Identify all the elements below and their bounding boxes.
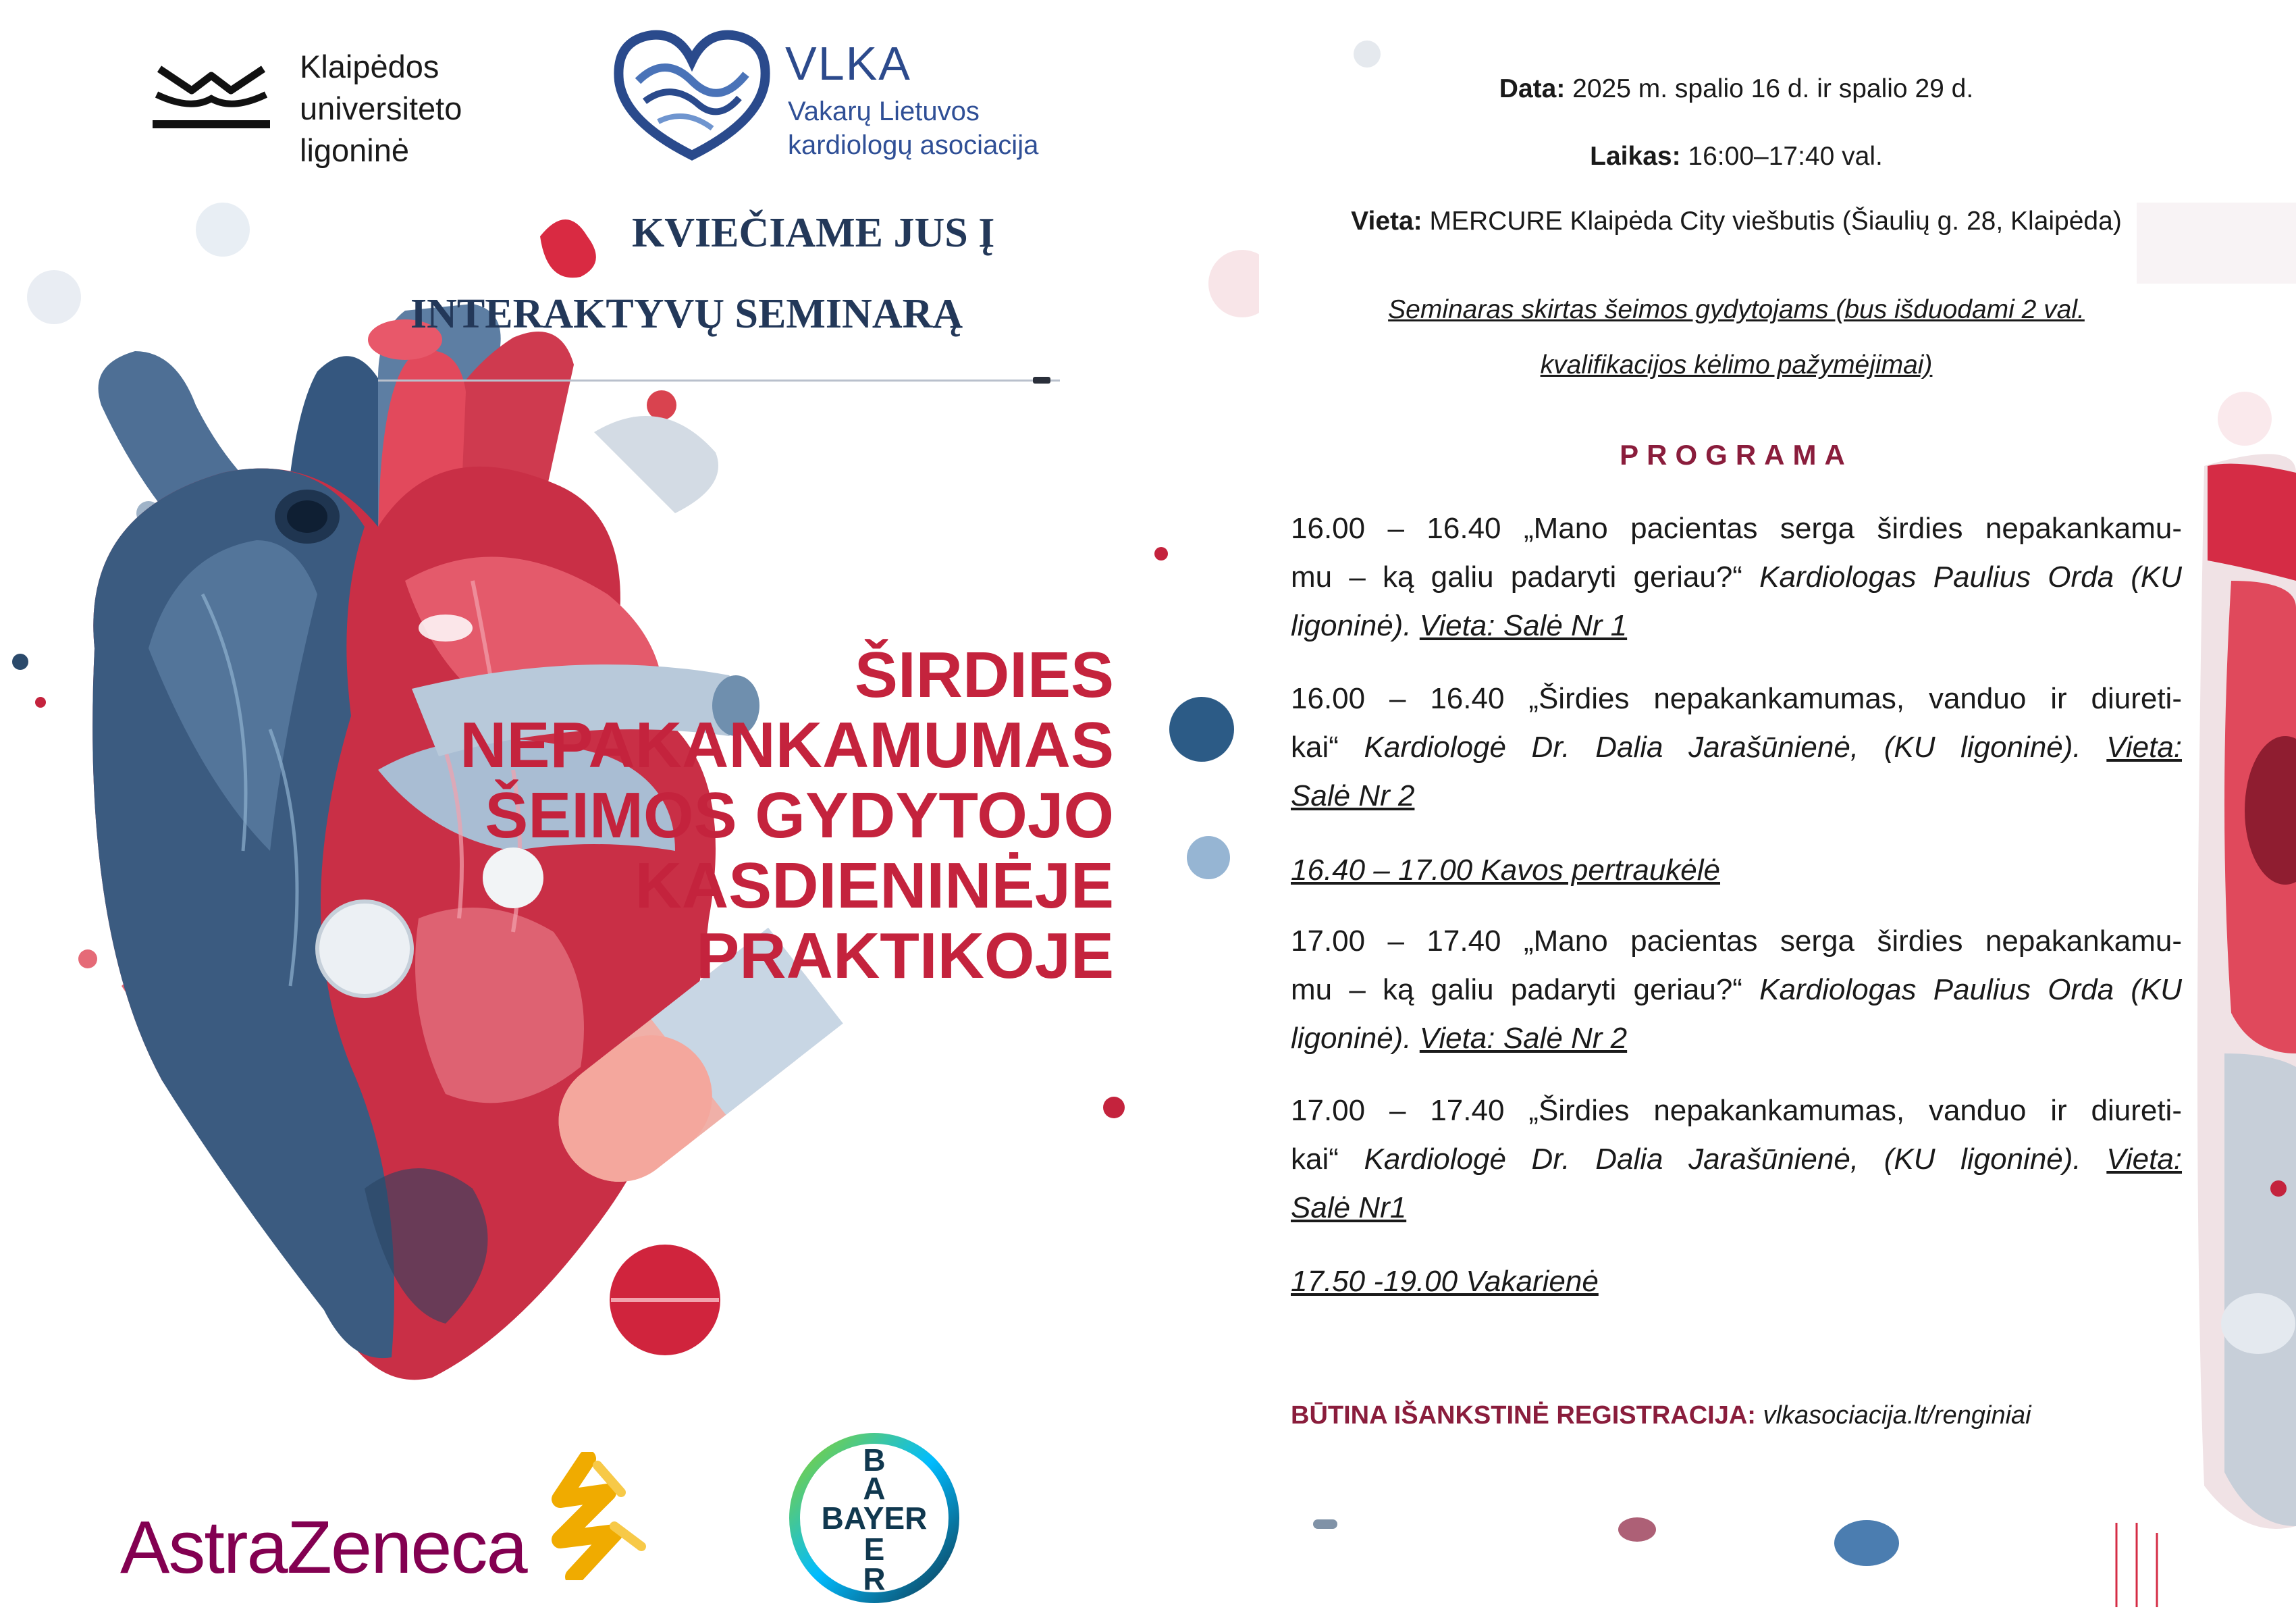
event-date bbox=[1291, 74, 2182, 104]
vlka-name-line-1: Vakarų Lietuvos bbox=[788, 97, 980, 126]
item4-line-1: 17.00 – 17.40 „Širdies nepakankamumas, vanduo ir diureti- bbox=[1291, 1094, 2182, 1127]
registration-link[interactable]: vlkasociacija.lt/renginiai bbox=[1755, 1401, 2031, 1430]
astrazeneca-logo bbox=[115, 1452, 655, 1587]
bayer-vertical-text: B bbox=[863, 1442, 886, 1478]
item1-line-3 bbox=[1291, 602, 2182, 650]
audience-note-line-2: kvalifikacijos kėlimo pažymėjimai) bbox=[1540, 350, 1933, 380]
item1-speaker-end: ligoninė). bbox=[1291, 609, 1420, 642]
coffee-break: 16.40 – 17.00 Kavos pertraukėlė bbox=[1291, 854, 1721, 887]
audience-note-line-1: Seminaras skirtas šeimos gydytojams (bus išduodami 2 val. bbox=[1388, 295, 2085, 324]
item2-line-3 bbox=[1291, 772, 2182, 820]
item4-line-2 bbox=[1291, 1135, 2182, 1184]
item2-room: Salė Nr 2 bbox=[1291, 779, 1415, 812]
date-label: Data: bbox=[1499, 74, 1566, 103]
date-value: 2025 m. spalio 16 d. ir spalio 29 d. bbox=[1565, 74, 1974, 103]
dinner: 17.50 -19.00 Vakarienė bbox=[1291, 1265, 1599, 1298]
item2-room-label: Vieta: bbox=[2106, 731, 2183, 764]
item1-speaker: Kardiologas Paulius Orda (KU bbox=[1759, 560, 2183, 594]
time-label: Laikas: bbox=[1590, 142, 1681, 171]
item3-line-3 bbox=[1291, 1014, 2182, 1063]
item2-title-end: kai“ bbox=[1291, 731, 1364, 764]
time-value: 16:00–17:40 val. bbox=[1680, 142, 1883, 171]
item3-speaker: Kardiologas Paulius Orda (KU bbox=[1759, 973, 2183, 1006]
ku-name-line-1: Klaipėdos bbox=[300, 49, 439, 84]
item3-room: Vieta: Salė Nr 2 bbox=[1419, 1022, 1628, 1055]
seminar-title bbox=[460, 640, 1114, 991]
audience-note bbox=[1291, 282, 2182, 393]
invitation-line-1: KVIEČIAME JUS Į bbox=[632, 210, 995, 256]
break-line bbox=[1291, 846, 2182, 895]
item3-speaker-end: ligoninė). bbox=[1291, 1022, 1420, 1055]
vlka-name-line-2: kardiologų asociacija bbox=[788, 130, 1039, 160]
svg-text:E: E bbox=[863, 1532, 885, 1567]
item4-line-3 bbox=[1291, 1184, 2182, 1232]
venue-value: MERCURE Klaipėda City viešbutis (Šiaulių g. 28, Klaipėda) bbox=[1422, 207, 2122, 236]
item3-line-1: 17.00 – 17.40 „Mano pacientas serga širdies nepakankamu- bbox=[1291, 924, 2182, 958]
program-dinner bbox=[1291, 1257, 2182, 1306]
astrazeneca-wordmark: AstraZeneca bbox=[120, 1506, 527, 1589]
program-break bbox=[1291, 846, 2182, 895]
program-heading: PROGRAMA bbox=[1620, 439, 1853, 471]
ku-hospital-logo bbox=[150, 41, 528, 176]
item1-title-end: mu – ką galiu padaryti geriau?“ bbox=[1291, 560, 1760, 594]
svg-text:R: R bbox=[863, 1561, 886, 1596]
item4-room-label: Vieta: bbox=[2106, 1143, 2183, 1176]
item2-line-1: 16.00 – 16.40 „Širdies nepakankamumas, vanduo ir diureti- bbox=[1291, 682, 2182, 715]
program-item-1 bbox=[1291, 504, 2182, 650]
invitation-line-2: INTERAKTYVŲ SEMINARĄ bbox=[410, 291, 963, 337]
vlka-logo bbox=[611, 27, 1097, 169]
seminar-title-line-5: PRAKTIKOJE bbox=[696, 920, 1114, 992]
heading-divider-mark bbox=[1033, 377, 1050, 384]
vlka-full-name bbox=[788, 95, 1038, 162]
bayer-horizontal-text: BAYER bbox=[821, 1500, 928, 1536]
event-venue bbox=[1291, 207, 2182, 236]
item3-line-2 bbox=[1291, 966, 2182, 1014]
item1-line-1: 16.00 – 16.40 „Mano pacientas serga širdies nepakankamu- bbox=[1291, 512, 2182, 545]
ku-hospital-name bbox=[300, 46, 462, 172]
program-item-3 bbox=[1291, 917, 2182, 1063]
item4-title-end: kai“ bbox=[1291, 1143, 1364, 1176]
item3-title-end: mu – ką galiu padaryti geriau?“ bbox=[1291, 973, 1760, 1006]
vlka-heart-icon bbox=[611, 27, 773, 162]
registration-label: BŪTINA IŠANKSTINĖ REGISTRACIJA: bbox=[1291, 1401, 1756, 1430]
seminar-title-line-3: ŠEIMOS GYDYTOJO bbox=[485, 779, 1114, 852]
registration-notice bbox=[1291, 1401, 2182, 1430]
ku-name-line-3: ligoninė bbox=[300, 132, 410, 168]
item1-room: Vieta: Salė Nr 1 bbox=[1419, 609, 1628, 642]
ku-name-line-2: universiteto bbox=[300, 90, 462, 126]
item1-line-2 bbox=[1291, 553, 2182, 602]
ku-hospital-emblem-icon bbox=[150, 55, 273, 136]
program-item-4 bbox=[1291, 1087, 2182, 1232]
item2-speaker: Kardiologė Dr. Dalia Jarašūnienė, (KU ligoninė). bbox=[1364, 731, 2107, 764]
seminar-title-line-4: KASDIENINĖJE bbox=[635, 850, 1114, 922]
event-time bbox=[1291, 142, 2182, 172]
svg-text:A: A bbox=[863, 1471, 886, 1506]
venue-label: Vieta: bbox=[1351, 207, 1422, 236]
heading-divider bbox=[378, 380, 1060, 382]
item4-room: Salė Nr1 bbox=[1291, 1191, 1407, 1224]
item4-speaker: Kardiologė Dr. Dalia Jarašūnienė, (KU ligoninė). bbox=[1364, 1143, 2107, 1176]
astrazeneca-symbol-icon bbox=[533, 1452, 655, 1580]
seminar-title-line-1: ŠIRDIES bbox=[854, 639, 1114, 711]
seminar-title-line-2: NEPAKANKAMUMAS bbox=[460, 709, 1114, 781]
vlka-abbreviation: VLKA bbox=[785, 37, 911, 90]
bayer-logo bbox=[776, 1432, 972, 1607]
item2-line-2 bbox=[1291, 723, 2182, 772]
program-item-2 bbox=[1291, 675, 2182, 820]
dinner-line bbox=[1291, 1257, 2182, 1306]
